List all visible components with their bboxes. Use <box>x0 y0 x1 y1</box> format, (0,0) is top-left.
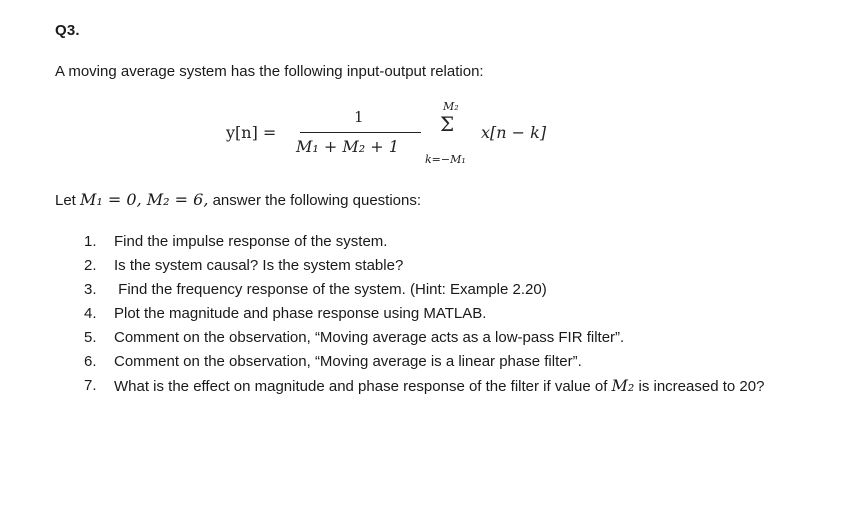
item-text: Plot the magnitude and phase response using MATLAB. <box>114 305 487 322</box>
list-item <box>84 232 804 252</box>
item-number: 1. <box>84 233 97 250</box>
given-condition: M₁ = 0, M₂ = 6, <box>80 190 209 209</box>
item-number: 7. <box>84 377 97 394</box>
sigma-icon: Σ <box>440 112 455 136</box>
sum-upper-limit: M₂ <box>443 100 459 113</box>
given-instruction: answer the following questions: <box>212 192 422 209</box>
list-item <box>84 256 804 276</box>
question-intro: A moving average system has the following input-output relation: <box>55 63 484 80</box>
item-number: 6. <box>84 353 97 370</box>
list-item <box>84 280 804 300</box>
question7-text-after: is increased to 20? <box>638 378 765 395</box>
sum-lower-limit: k=−M₁ <box>425 153 466 166</box>
list-item <box>84 304 804 324</box>
item-number: 3. <box>84 281 97 298</box>
equation-denominator: M₁ + M₂ + 1 <box>296 137 399 156</box>
list-item <box>84 328 804 348</box>
question7-text-before: What is the effect on magnitude and phase response of the filter if value of <box>114 378 608 395</box>
list-item <box>84 352 804 372</box>
item-number: 4. <box>84 305 97 322</box>
equation-numerator: 1 <box>354 108 364 126</box>
item-text <box>114 374 804 399</box>
list-item <box>84 376 804 399</box>
item-text: Find the frequency response of the system. (Hint: Example 2.20) <box>114 281 547 298</box>
given-values <box>55 190 421 209</box>
item-text: Comment on the observation, “Moving average is a linear phase filter”. <box>114 353 582 370</box>
question-heading: Q3. <box>55 22 80 39</box>
item-number: 2. <box>84 257 97 274</box>
item-text: Is the system causal? Is the system stable? <box>114 257 404 274</box>
item-text: Find the impulse response of the system. <box>114 233 388 250</box>
fraction-bar <box>300 132 421 133</box>
question-list <box>84 232 804 403</box>
equation-summand: x[n − k] <box>481 123 547 142</box>
item-number: 5. <box>84 329 97 346</box>
item-text: Comment on the observation, “Moving average acts as a low-pass FIR filter”. <box>114 329 625 346</box>
let-label: Let <box>55 192 76 209</box>
question7-variable: M₂ <box>611 376 635 395</box>
equation-lhs: y[n] = <box>226 123 277 142</box>
